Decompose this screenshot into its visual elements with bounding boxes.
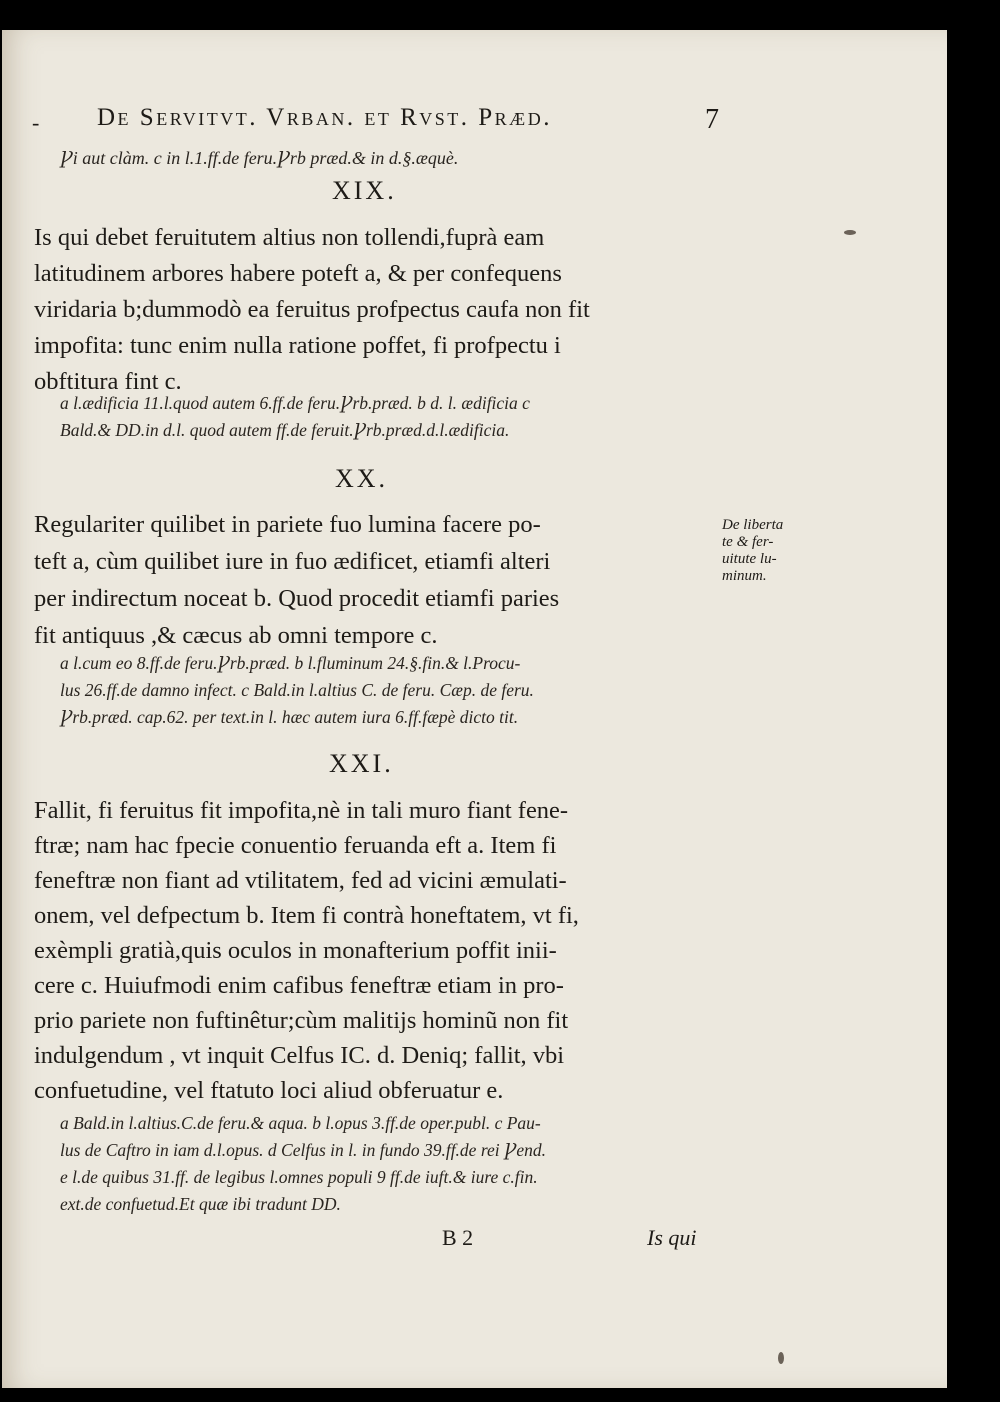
margin-line: De liberta	[722, 517, 784, 533]
running-head: De Servitvt. Vrban. et Rvst. Præd.	[97, 104, 552, 131]
footnote-line: Ꝩrb.præd. cap.62. per text.in l. hæc autem iura 6.ff.fæpè dicto tit.	[60, 707, 519, 727]
ornament-mark: -	[32, 110, 40, 135]
margin-line: uitute lu-	[722, 551, 777, 567]
margin-line: minum.	[722, 568, 767, 584]
footnote-line: Bald.& DD.in d.l. quod autem ff.de feruit.Ꝩrb.præd.d.l.ædificia.	[60, 420, 510, 440]
footnote-line: a l.ædificia 11.l.quod autem 6.ff.de feru.Ꝩrb.præd. b d. l. ædificia c	[60, 393, 530, 413]
section-heading-xxi: XXI.	[329, 749, 394, 778]
section-xx-text	[34, 506, 559, 654]
margin-note	[722, 517, 783, 585]
text-line: fit antiquus ,& cæcus ab omni tempore c.	[34, 622, 438, 649]
catchword: Is qui	[647, 1225, 697, 1250]
text-line: indulgendum , vt inquit Celfus IC. d. Deniq; fallit, vbi	[34, 1042, 565, 1069]
footnote-line: a l.cum eo 8.ff.de feru.Ꝩrb.præd. b l.fluminum 24.§.fin.& l.Procu-	[60, 653, 521, 673]
section-xxi-text	[34, 793, 579, 1108]
footnote-line: a Bald.in l.altius.C.de feru.& aqua. b l.opus 3.ff.de oper.publ. c Pau-	[60, 1113, 541, 1133]
text-line: cere c. Huiufmodi enim cafibus feneftræ etiam in pro-	[34, 972, 564, 999]
section-xx-notes	[60, 650, 534, 731]
text-line: obftitura fint c.	[34, 368, 182, 395]
footnote-line: ext.de confuetud.Et quæ ibi tradunt DD.	[60, 1194, 341, 1214]
footnote-line: e l.de quibus 31.ff. de legibus l.omnes populi 9 ff.de iuft.& iure c.fin.	[60, 1167, 538, 1187]
signature-mark: B 2	[442, 1225, 474, 1250]
margin-line: te & fer-	[722, 534, 774, 550]
text-line: impofita: tunc enim nulla ratione poffet, fi profpectu i	[34, 332, 561, 359]
footnote-line: lus de Caftro in iam d.l.opus. d Celfus in l. in fundo 39.ff.de rei Ꝩend.	[60, 1140, 546, 1160]
section-xix-text	[34, 220, 590, 400]
section-xix-notes	[60, 390, 530, 444]
top-note: Ꝩi aut clàm. c in l.1.ff.de feru.Ꝩrb præd.& in d.§.æquè.	[60, 148, 459, 168]
text-line: Regulariter quilibet in pariete fuo lumina facere po-	[34, 511, 541, 538]
text-line: ftræ; nam hac fpecie conuentio feruanda eft a. Item fi	[34, 832, 557, 859]
text-line: Fallit, fi feruitus fit impofita,nè in tali muro fiant fene-	[34, 797, 569, 824]
ink-speck	[844, 230, 856, 235]
section-heading-xx: XX.	[335, 464, 389, 493]
section-heading-xix: XIX.	[332, 176, 397, 205]
page-number: 7	[705, 104, 719, 135]
text-line: teft a, cùm quilibet iure in fuo ædificet, etiamfi alteri	[34, 548, 551, 575]
text-line: feneftræ non fiant ad vtilitatem, fed ad vicini æmulati-	[34, 867, 567, 894]
ink-speck	[778, 1352, 784, 1364]
book-page	[2, 30, 947, 1388]
section-xxi-notes	[60, 1110, 546, 1218]
text-line: onem, vel defpectum b. Item fi contrà honeftatem, vt fi,	[34, 902, 579, 929]
footnote-line: lus 26.ff.de damno infect. c Bald.in l.altius C. de feru. Cæp. de feru.	[60, 680, 534, 700]
text-line: confuetudine, vel ftatuto loci aliud obferuatur e.	[34, 1077, 504, 1104]
text-line: Is qui debet feruitutem altius non tollendi,fuprà eam	[34, 224, 545, 251]
text-line: exèmpli gratià,quis oculos in monafterium poffit inii-	[34, 937, 557, 964]
text-line: viridaria b;dummodò ea feruitus profpectus caufa non fit	[34, 296, 590, 323]
text-line: per indirectum noceat b. Quod procedit etiamfi paries	[34, 585, 560, 612]
text-line: latitudinem arbores habere poteft a, & per confequens	[34, 260, 562, 287]
text-line: prio pariete non fuftinêtur;cùm malitijs hominũ non fit	[34, 1007, 569, 1034]
